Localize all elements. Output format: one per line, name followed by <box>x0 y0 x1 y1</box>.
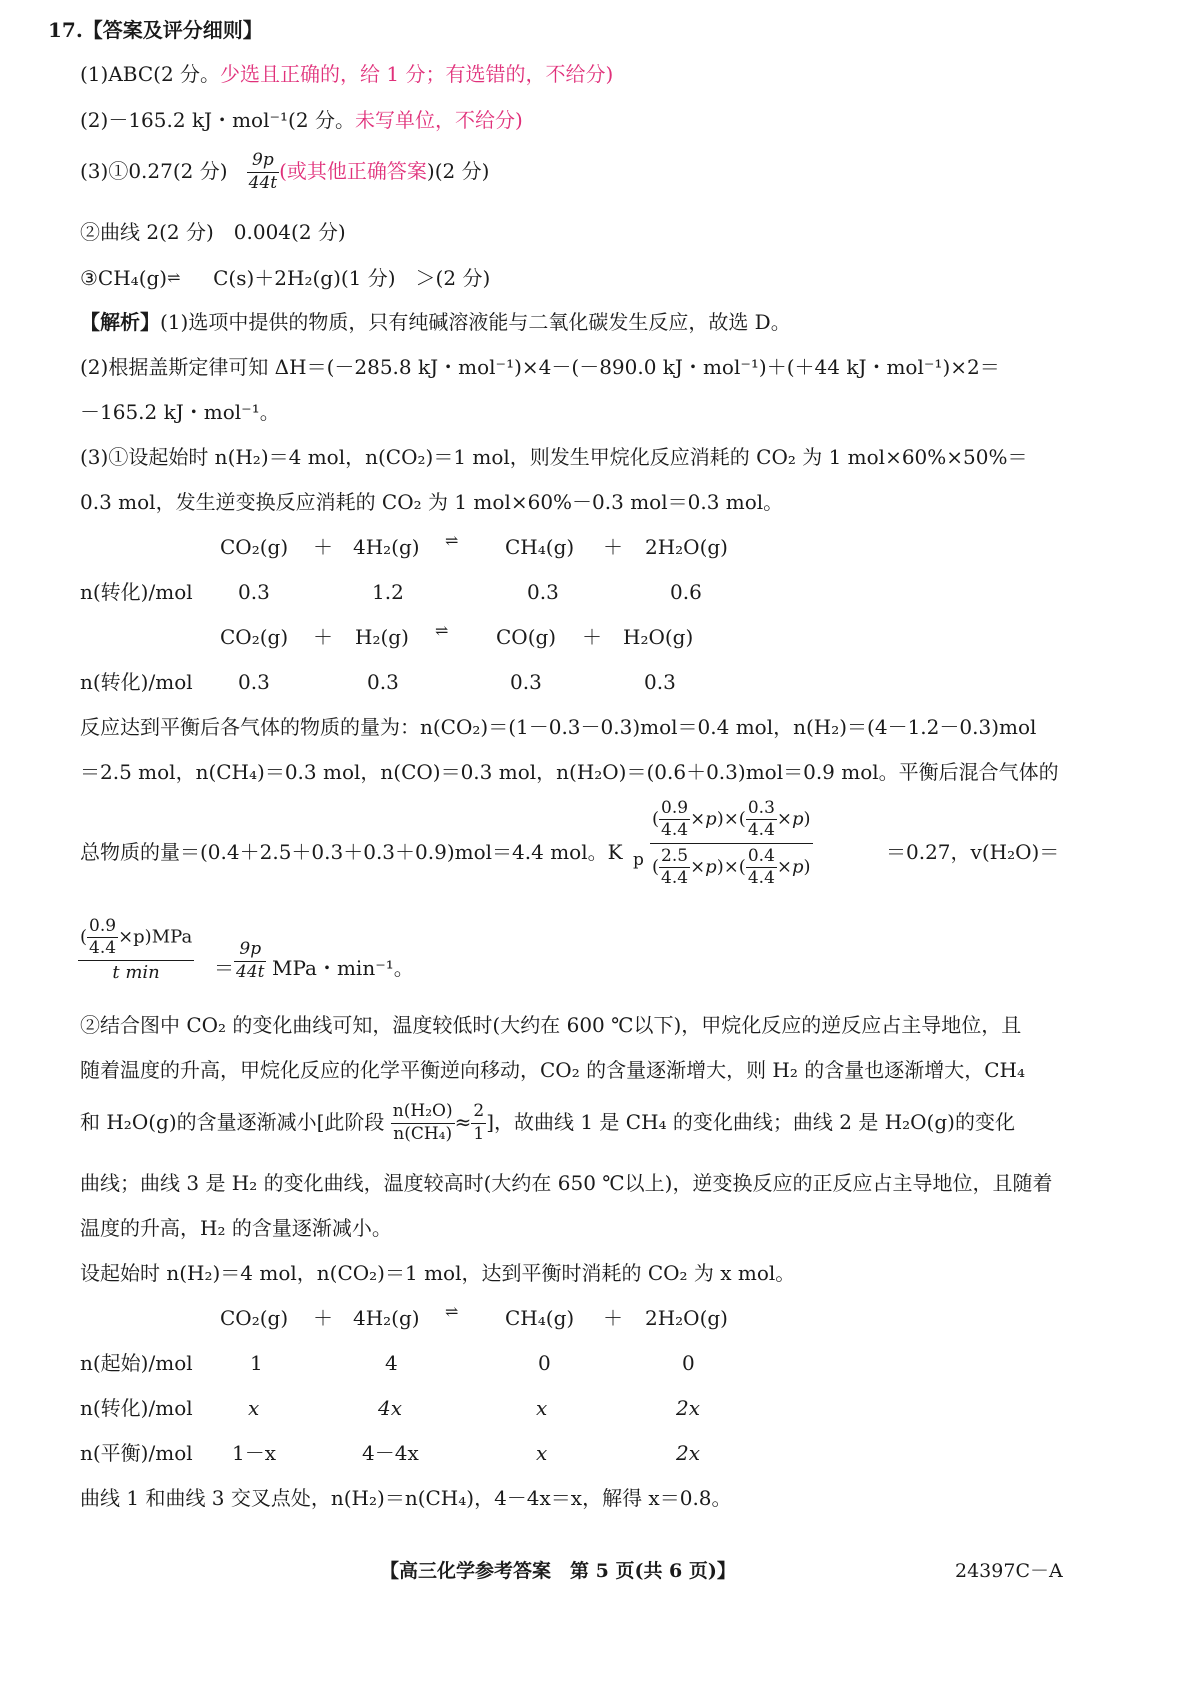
rate-fraction: ( $\frac{0.9}{4.4}$ ×p)MPa t min <box>80 916 193 983</box>
analysis-p5: ②结合图中 CO₂ 的变化曲线可知，温度较低时(大约在 600 ℃以下)，甲烷化反应的逆反应占主导地位，且 <box>80 1013 1022 1037</box>
page-footer: 【高三化学参考答案 第 5 页(共 6 页)】 <box>380 1560 736 1582</box>
analysis-p3: 0.3 mol，发生逆变换反应消耗的 CO₂ 为 1 mol×60%－0.3 mol＝0.3 mol。 <box>80 490 784 514</box>
equilibrium-arrow-icon: ⇌ <box>435 621 449 640</box>
scoring-note: (或其他正确答案 <box>279 158 427 183</box>
fraction: $\frac{\text{n(H₂O)}}{\text{n(CH₄)}}$ <box>392 1101 453 1144</box>
analysis-p5: 曲线；曲线 3 是 H₂ 的变化曲线，温度较高时(大约在 650 ℃以上)，逆变换反应的正反应占主导地位，且随着 <box>80 1171 1053 1195</box>
answer-2: (2)－165.2 kJ・mol⁻¹(2 分。未写单位，不给分) <box>80 108 523 132</box>
equilibrium-arrow-icon: ⇌ <box>445 1302 459 1321</box>
answer-3-1: (3)①0.27(2 分) $\frac{9p}{44t}$ (或其他正确答案)(2 分) <box>80 150 490 193</box>
equilibrium-arrow-icon: ⇌ <box>167 268 181 287</box>
analysis-p7: 曲线 1 和曲线 3 交叉点处，n(H₂)＝n(CH₄)，4－4x＝x，解得 x＝0.8。 <box>80 1486 732 1510</box>
kp-result: ＝0.27，v(H₂O)＝ <box>886 840 1060 864</box>
analysis-p4-total: 总物质的量＝(0.4＋2.5＋0.3＋0.3＋0.9)mol＝4.4 mol。K <box>80 840 623 864</box>
scoring-note: 未写单位，不给分) <box>354 108 523 132</box>
section-header: 17.【答案及评分细则】 <box>48 18 263 42</box>
equilibrium-arrow-icon: ⇌ <box>445 531 459 550</box>
analysis-p2: －165.2 kJ・mol⁻¹。 <box>80 400 280 424</box>
analysis-p5: 温度的升高，H₂ 的含量逐渐减小。 <box>80 1216 392 1240</box>
analysis-p6: 设起始时 n(H₂)＝4 mol，n(CO₂)＝1 mol，达到平衡时消耗的 CO₂ 为 x mol。 <box>80 1261 796 1285</box>
analysis-p5: 和 H₂O(g)的含量逐渐减小[此阶段 $\frac{\text{n(H₂O)}}{\text{n(CH₄)}}$ ≈ $\frac{2}{1}$ ]，故曲线 1 是 CH₄ 的变化曲线；曲线 2 是 H₂O(g)的变化 <box>80 1101 1015 1144</box>
equals-sign: ＝ <box>214 956 234 980</box>
fraction: $\frac{2}{1}$ <box>473 1101 485 1144</box>
answer-1: (1)ABC(2 分。少选且正确的，给 1 分；有选错的，不给分) <box>80 62 614 86</box>
answer-3-2: ②曲线 2(2 分) 0.004(2 分) <box>80 220 346 244</box>
kp-subscript: p <box>633 850 644 870</box>
rate-result-fraction: $\frac{9p}{44t}$ <box>236 939 265 982</box>
rate-unit: MPa・min⁻¹。 <box>272 956 414 980</box>
analysis-p1: 【解析】(1)选项中提供的物质，只有纯碱溶液能与二氧化碳发生反应，故选 D。 <box>80 310 791 334</box>
analysis-p5: 随着温度的升高，甲烷化反应的化学平衡逆向移动，CO₂ 的含量逐渐增大，则 H₂ 的含量也逐渐增大，CH₄ <box>80 1058 1026 1082</box>
analysis-p3: (3)①设起始时 n(H₂)＝4 mol，n(CO₂)＝1 mol，则发生甲烷化反应消耗的 CO₂ 为 1 mol×60%×50%＝ <box>80 445 1028 469</box>
analysis-p4: ＝2.5 mol，n(CH₄)＝0.3 mol，n(CO)＝0.3 mol，n(H₂O)＝(0.6＋0.3)mol＝0.9 mol。平衡后混合气体的 <box>80 760 1059 784</box>
analysis-p2: (2)根据盖斯定律可知 ΔH＝(－285.8 kJ・mol⁻¹)×4－(－890.0 kJ・mol⁻¹)＋(＋44 kJ・mol⁻¹)×2＝ <box>80 355 1000 379</box>
answer-3-3: ③CH₄(g)⇌ C(s)＋2H₂(g)(1 分) ＞(2 分) <box>80 266 491 290</box>
analysis-p4: 反应达到平衡后各气体的物质的量为：n(CO₂)＝(1－0.3－0.3)mol＝0.4 mol，n(H₂)＝(4－1.2－0.3)mol <box>80 715 1037 739</box>
kp-fraction: ( $\frac{0.9}{4.4}$ ×p)×( $\frac{0.3}{4.4}$ ×p) ( $\frac{2.5}{4.4}$ ×p)×( $\frac{0.4}{4.4}$ ×p) <box>652 798 811 888</box>
document-code: 24397C－A <box>955 1560 1063 1582</box>
fraction: $\frac{9p}{44t}$ <box>248 150 278 193</box>
scoring-note: 少选且正确的，给 1 分；有选错的，不给分) <box>220 62 614 86</box>
